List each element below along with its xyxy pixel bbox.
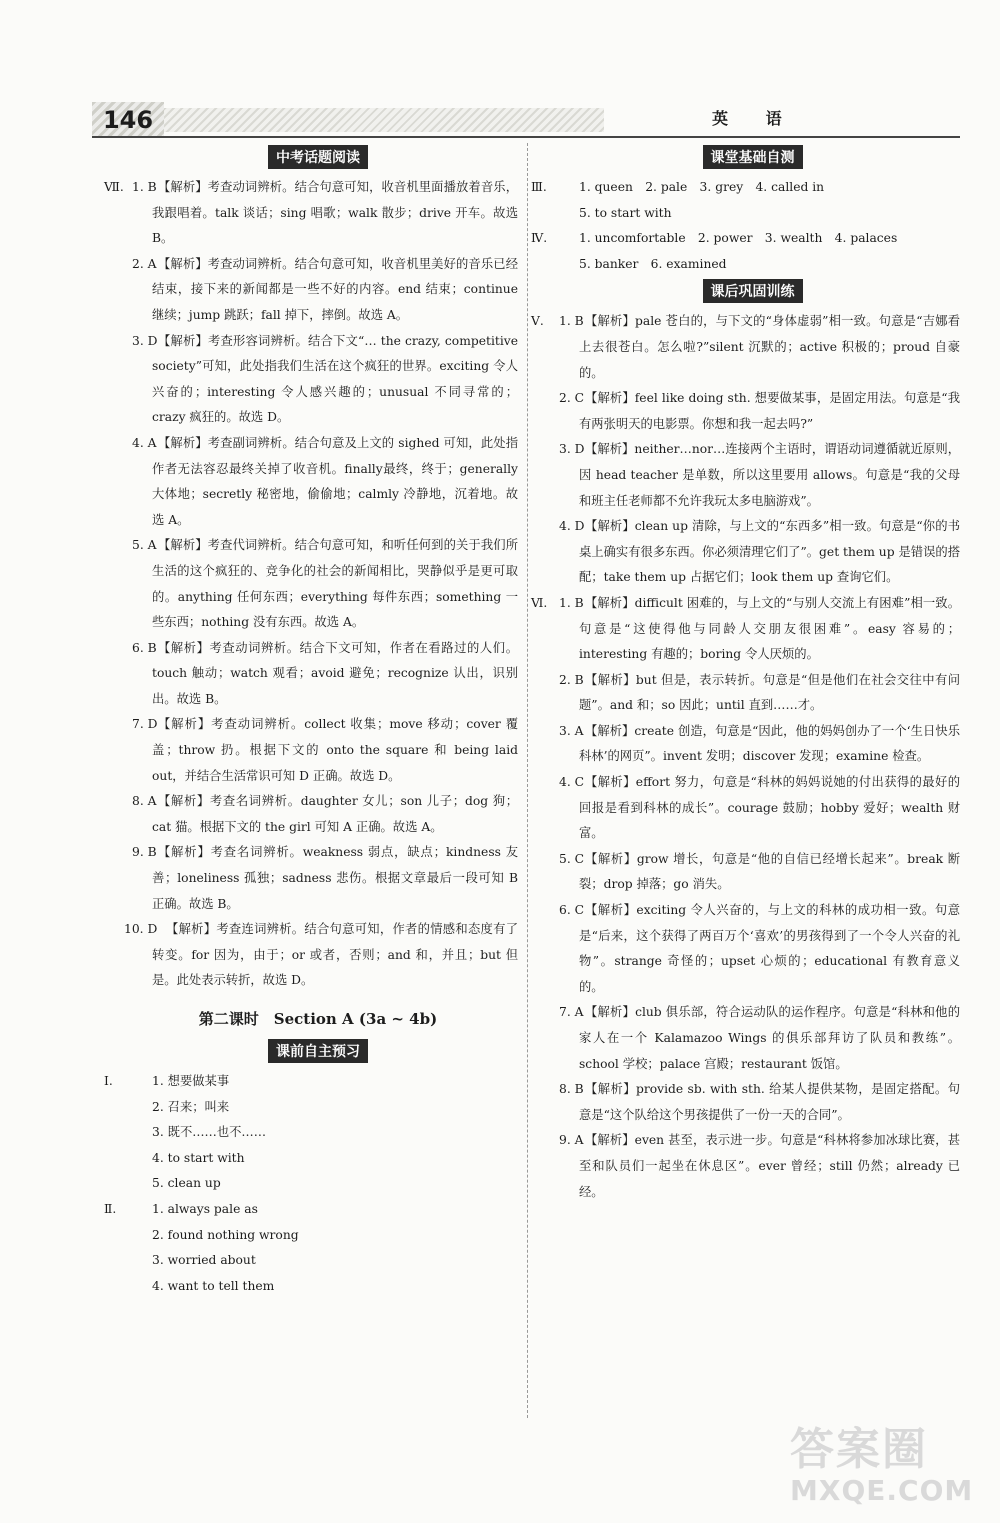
answer-item [545,668,960,719]
answer-item [118,636,518,713]
answer-item [118,533,518,635]
answer-line: Ⅳ. 1. uncomfortable 2. power 3. wealth 4. palaces [545,226,960,252]
answer-explanation: 【解析】effort 努力，句意是“科林的妈妈说她的付出获得的最好的回报是看到科林的成长”。courage 鼓励；hobby 爱好；wealth 财富。 [579,775,960,841]
left-column [104,143,518,1299]
answer-line: 3. worried about [152,1253,256,1268]
group-numeral: Ⅶ. [104,180,124,194]
answer-item [531,591,960,668]
group-numeral: Ⅴ. [531,314,544,329]
answer-number: 3. D [559,442,585,457]
answer-number: 10. D [124,922,158,937]
answer-number: 6. C [559,903,585,918]
answer-number: 8. B [559,1082,584,1097]
answer-number: 8. A [132,794,157,809]
lesson-title: 第二课时 Section A (3a ~ 4b) [198,1010,438,1028]
answer-number: 3. D [132,333,158,348]
answer-number: 1. B [559,314,584,329]
answer-explanation: 【解析】feel like doing sth. 想要做某事，是固定用法。句意是“我有两张明天的电影票。你想和我一起去吗?” [579,391,960,431]
answer-number: 7. D [132,717,158,732]
answer-number: 2. B [559,672,584,687]
answer-number: 7. A [559,1005,584,1020]
answer-number: 5. A [132,538,157,553]
answer-explanation: 【解析】考查副词辨析。结合句意及上文的 sighed 可知，此处指作者无法容忍最终关掉了收音机。finally最终，终于；generally 大体地；secretly 秘密地，偷偷地；calmly 冷静地，沉着地。故选 A。 [152,435,518,527]
answer-explanation: 【解析】考查动词辨析。结合句意可知，收音机里美好的音乐已经结束，接下来的新闻都是一些不好的内容。end 结束；continue 继续；jump 跳跃；fall 掉下，摔倒。故选 A。 [152,256,518,322]
answer-explanation: 【解析】difficult 困难的，与上文的“与别人交流上有困难”相一致。句意是“这使得他与同龄人交朋友很困难”。easy 容易的；interesting 有趣的；boring 令人厌烦的。 [579,595,960,662]
answer-item [118,840,518,917]
answer-number: 2. A [132,256,157,271]
answer-number: 9. B [132,845,157,860]
answer-explanation: 【解析】考查名词辨析。weakness 弱点，缺点；kindness 友善；loneliness 孤独；sadness 悲伤。根据文章最后一段可知 B 正确。故选 B。 [152,845,518,911]
answer-number: 4. A [132,435,157,450]
answer-number: 9. A [559,1133,584,1148]
answer-explanation: 【解析】考查动词辨析。结合句意可知，收音机里面播放着音乐，我跟唱着。talk 谈话；sing 唱歌；walk 散步；drive 开车。故选 B。 [152,180,518,246]
answer-line: 5. to start with [579,205,672,220]
group-numeral: Ⅵ. [531,595,548,610]
page-number: 146 [92,102,164,138]
answer-item [545,386,960,437]
answer-item [545,437,960,514]
answer-number: 3. A [559,723,584,738]
answer-item [545,898,960,1000]
answer-explanation: 【解析】even 甚至，表示进一步。句意是“科林将参加冰球比赛，甚至和队员们一起坐在休息区”。ever 曾经；still 仍然；already 已经。 [579,1133,960,1199]
answer-explanation: 【解析】exciting 令人兴奋的，与上文的科林的成功相一致。句意是“后来，这个获得了两百万个‘喜欢’的男孩得到了一个令人兴奋的礼物”。strange 奇怪的；upset 心烦的；educational 有教育意义的。 [579,903,960,994]
group-numeral: Ⅰ. [104,1074,113,1088]
page-header [92,102,960,138]
answer-explanation: 【解析】考查名词辨析。daughter 女儿；son 儿子；dog 狗；cat 猫。根据下文的 the girl 可知 A 正确。故选 A。 [152,794,518,834]
answer-number: 4. D [559,519,585,534]
header-decoration [164,108,604,132]
answer-item [118,252,518,329]
answer-explanation: 【解析】grow 增长，句意是“他的自信已经增长起来”。break 断裂；drop 掉落；go 消失。 [579,851,960,892]
answer-line: Ⅰ. 1. 想要做某事 [118,1069,518,1095]
answer-explanation: 【解析】考查连词辨析。结合句意可知，作者的情感和态度有了转变。for 因为，由于；or 或者，否则；and 和，并且；but 但是。此处表示转折，故选 D。 [152,922,518,988]
answer-number: 4. C [559,775,585,790]
answer-number: 2. C [559,391,585,406]
group-numeral: Ⅱ. [104,1201,117,1216]
answer-line: 4. want to tell them [152,1278,275,1293]
answer-explanation: 【解析】pale 苍白的，与下文的“身体虚弱”相一致。句意是“吉娜看上去很苍白。怎么啦?”silent 沉默的；active 积极的；proud 自豪的。 [579,314,960,380]
section-heading: 课后巩固训练 [545,279,960,303]
answer-number: 5. C [559,851,585,866]
section-heading: 课前自主预习 [118,1039,518,1063]
column-divider [527,143,528,1418]
answer-explanation: 【解析】provide sb. with sth. 给某人提供某物，是固定搭配。句意是“这个队给这个男孩提供了一份一天的合同”。 [579,1082,960,1122]
answer-explanation: 【解析】neither…nor…连接两个主语时，谓语动词遵循就近原则，因 head teacher 是单数，所以这里要用 allows。句意是“我的父母和班主任老师都不允许我玩太多电脑游戏”。 [579,442,960,508]
answer-item [545,770,960,847]
answer-item [531,309,960,386]
answer-number: 1. B [559,595,584,610]
answer-line: 5. banker 6. examined [579,256,727,271]
answer-line: 3. 既不……也不…… [152,1125,267,1140]
subject-title: 英 语 [712,109,798,128]
answer-line: 2. 召来；叫来 [152,1099,230,1114]
answer-line: Ⅲ. 1. queen 2. pale 3. grey 4. called in [545,175,960,201]
answer-item [104,175,518,252]
answer-explanation: 【解析】考查动词辨析。collect 收集；move 移动；cover 覆盖；throw 扔。根据下文的 onto the square 和 being laid out，并结合生活常识可知 D 正确。故选 D。 [152,717,518,783]
answer-item [545,514,960,591]
answer-explanation: 【解析】clean up 清除，与上文的“东西多”相一致。句意是“你的书桌上确实有很多东西。你必须清理它们了”。get them up 是错误的搭配；take them up 占据它们；look them up 查询它们。 [579,519,960,585]
group-numeral: Ⅲ. [531,180,547,194]
answer-explanation: 【解析】考查代词辨析。结合句意可知，和听任何到的关于我们所生活的这个疯狂的、竞争化的社会的新闻相比，哭静似乎是更可取的。anything 任何东西；everything 每件东西；something 一些东西；nothing 没有东西。故选 A。 [152,538,518,630]
answer-item [118,712,518,789]
answer-line: 2. found nothing wrong [152,1227,299,1242]
answer-item [545,1000,960,1077]
answer-line: Ⅱ. 1. always pale as [118,1197,518,1223]
answer-number: 6. B [132,640,157,655]
answer-explanation: 【解析】club 俱乐部，符合运动队的运作程序。句意是“科林和他的家人在一个 Kalamazoo Wings 的俱乐部拜访了队员和教练”。school 学校；palace 宫殿；restaurant 饭馆。 [579,1005,960,1071]
answer-explanation: 【解析】but 但是，表示转折。句意是“但是他们在社会交往中有问题”。and 和；so 因此；until 直到……才。 [579,672,960,713]
answer-explanation: 【解析】考查动词辨析。结合下文可知，作者在看路过的人们。touch 触动；watch 观看；avoid 避免；recognize 认出，识别出。故选 B。 [152,640,518,706]
answer-item [545,1077,960,1128]
section-heading: 课堂基础自测 [545,145,960,169]
answer-line: 5. clean up [152,1176,221,1191]
section-heading: 中考话题阅读 [118,145,518,169]
site-watermark: 答案圈 MXQE.COM [790,1424,974,1507]
answer-item [118,917,518,994]
answer-explanation: 【解析】create 创造，句意是“因此，他的妈妈创办了一个‘生日快乐科林’的网页”。invent 发明；discover 发现；examine 检查。 [579,723,960,764]
header-rule [92,136,960,138]
answer-item [545,847,960,898]
group-numeral: Ⅳ. [531,231,548,246]
answer-item [118,329,518,431]
answer-line: 4. to start with [152,1150,245,1165]
answer-explanation: 【解析】考查形容词辨析。结合下文“… the crazy, competitive society”可知，此处指我们生活在这个疯狂的世界。exciting 令人兴奋的；interesting 令人感兴趣的；unusual 不同寻常的；crazy 疯狂的。故选 D。 [152,333,518,425]
right-column [531,143,960,1205]
answer-item [118,789,518,840]
answer-item [545,1128,960,1205]
answer-item [545,719,960,770]
answer-item [118,431,518,533]
answer-number: 1. B [132,180,157,194]
